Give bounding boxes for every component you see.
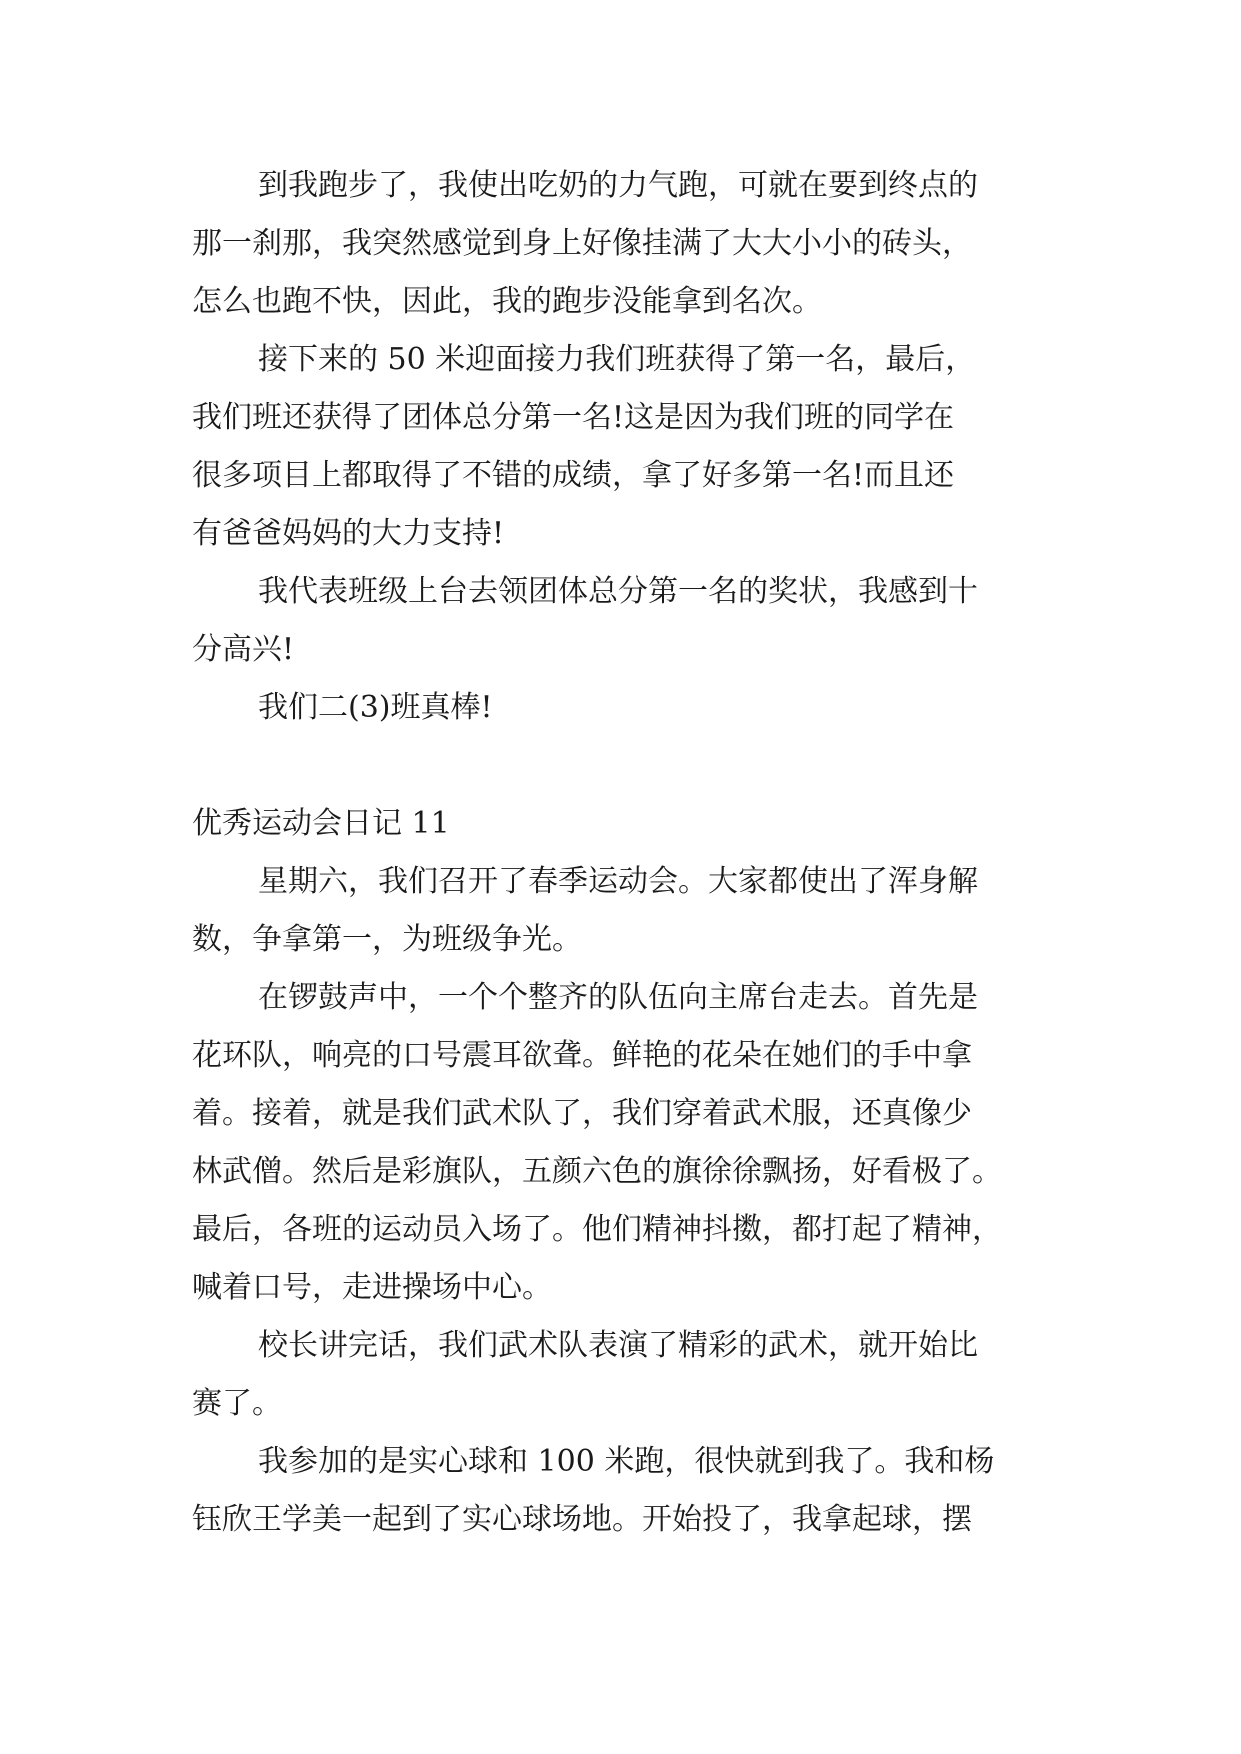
paragraph-line: 钰欣王学美一起到了实心球场地。开始投了，我拿起球，摆 (192, 1502, 972, 1537)
paragraph-line: 那一刹那，我突然感觉到身上好像挂满了大大小小的砖头， (192, 226, 972, 261)
paragraph-line: 在锣鼓声中，一个个整齐的队伍向主席台走去。首先是 (258, 980, 978, 1015)
paragraph-line: 校长讲完话，我们武术队表演了精彩的武术，就开始比 (258, 1328, 978, 1363)
paragraph-line: 花环队，响亮的口号震耳欲聋。鲜艳的花朵在她们的手中拿 (192, 1038, 972, 1073)
paragraph-line: 我们二(3)班真棒! (258, 690, 493, 725)
paragraph-line: 喊着口号，走进操场中心。 (192, 1270, 552, 1305)
paragraph-line: 我参加的是实心球和 100 米跑，很快就到我了。我和杨 (258, 1444, 995, 1479)
paragraph-line: 最后，各班的运动员入场了。他们精神抖擞，都打起了精神， (192, 1212, 1002, 1247)
paragraph-line: 有爸爸妈妈的大力支持! (192, 516, 505, 551)
section-heading: 优秀运动会日记 11 (192, 806, 450, 841)
paragraph-line: 我代表班级上台去领团体总分第一名的奖状，我感到十 (258, 574, 978, 609)
paragraph-line: 怎么也跑不快，因此，我的跑步没能拿到名次。 (192, 284, 822, 319)
paragraph-line: 着。接着，就是我们武术队了，我们穿着武术服，还真像少 (192, 1096, 972, 1131)
paragraph-line: 分高兴! (192, 632, 295, 667)
paragraph-line: 赛了。 (192, 1386, 282, 1421)
paragraph-line: 我们班还获得了团体总分第一名!这是因为我们班的同学在 (192, 400, 955, 435)
paragraph-line: 数，争拿第一，为班级争光。 (192, 922, 582, 957)
paragraph-line: 林武僧。然后是彩旗队，五颜六色的旗徐徐飘扬，好看极了。 (192, 1154, 1002, 1189)
paragraph-line: 很多项目上都取得了不错的成绩，拿了好多第一名!而且还 (192, 458, 955, 493)
paragraph-line: 星期六，我们召开了春季运动会。大家都使出了浑身解 (258, 864, 978, 899)
paragraph-line: 到我跑步了，我使出吃奶的力气跑，可就在要到终点的 (258, 168, 978, 203)
paragraph-line: 接下来的 50 米迎面接力我们班获得了第一名，最后， (258, 342, 976, 377)
